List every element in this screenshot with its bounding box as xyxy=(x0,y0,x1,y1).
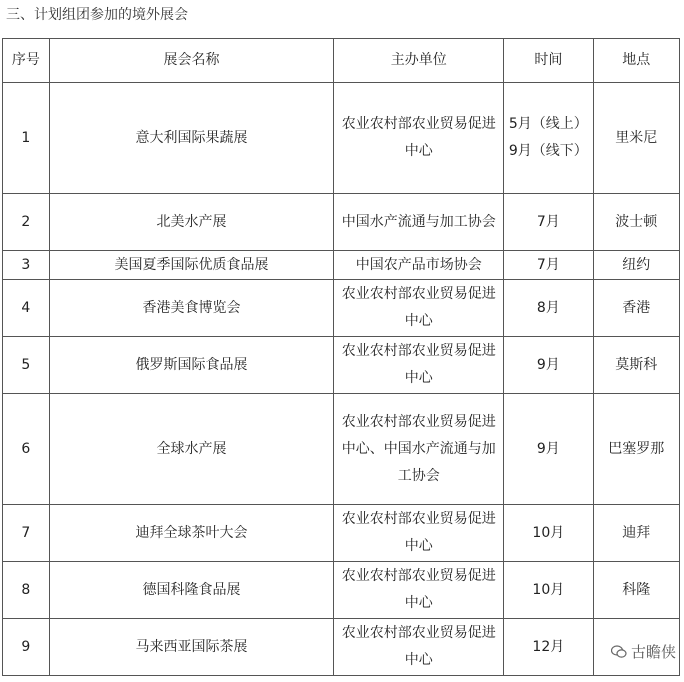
wechat-icon xyxy=(611,645,627,659)
cell-time: 9月 xyxy=(504,394,593,505)
table-row xyxy=(3,83,680,194)
table-row xyxy=(3,394,680,505)
cell-place: 香港 xyxy=(593,280,679,337)
cell-time: 7月 xyxy=(504,251,593,280)
cell-name: 马来西亚国际茶展 xyxy=(49,619,334,676)
cell-no: 3 xyxy=(3,251,50,280)
table-row xyxy=(3,194,680,251)
cell-org: 农业农村部农业贸易促进中心 xyxy=(334,83,504,194)
header-time: 时间 xyxy=(504,39,593,83)
cell-name: 美国夏季国际优质食品展 xyxy=(49,251,334,280)
cell-place: 波士顿 xyxy=(593,194,679,251)
header-name: 展会名称 xyxy=(49,39,334,83)
cell-org: 农业农村部农业贸易促进中心 xyxy=(334,562,504,619)
cell-name: 香港美食博览会 xyxy=(49,280,334,337)
cell-org: 农业农村部农业贸易促进中心 xyxy=(334,280,504,337)
cell-no: 8 xyxy=(3,562,50,619)
table-header-row xyxy=(3,39,680,83)
cell-no: 4 xyxy=(3,280,50,337)
cell-name: 俄罗斯国际食品展 xyxy=(49,337,334,394)
cell-org: 农业农村部农业贸易促进中心 xyxy=(334,337,504,394)
header-no: 序号 xyxy=(3,39,50,83)
cell-time: 7月 xyxy=(504,194,593,251)
watermark xyxy=(611,641,676,662)
cell-place: 巴塞罗那 xyxy=(593,394,679,505)
cell-place: 科隆 xyxy=(593,562,679,619)
cell-time: 9月 xyxy=(504,337,593,394)
table-row xyxy=(3,562,680,619)
cell-time: 12月 xyxy=(504,619,593,676)
cell-org: 农业农村部农业贸易促进中心 xyxy=(334,505,504,562)
cell-name: 全球水产展 xyxy=(49,394,334,505)
exhibition-table xyxy=(2,38,680,676)
cell-time: 10月 xyxy=(504,505,593,562)
header-org: 主办单位 xyxy=(334,39,504,83)
table-row xyxy=(3,337,680,394)
cell-time: 8月 xyxy=(504,280,593,337)
cell-org: 农业农村部农业贸易促进中心、中国水产流通与加工协会 xyxy=(334,394,504,505)
cell-place: 里米尼 xyxy=(593,83,679,194)
cell-no: 2 xyxy=(3,194,50,251)
cell-no: 6 xyxy=(3,394,50,505)
cell-name: 迪拜全球茶叶大会 xyxy=(49,505,334,562)
table-row xyxy=(3,280,680,337)
table-row xyxy=(3,619,680,676)
cell-name: 北美水产展 xyxy=(49,194,334,251)
cell-org: 农业农村部农业贸易促进中心 xyxy=(334,619,504,676)
cell-time: 10月 xyxy=(504,562,593,619)
table-row xyxy=(3,251,680,280)
cell-no: 5 xyxy=(3,337,50,394)
cell-name: 意大利国际果蔬展 xyxy=(49,83,334,194)
cell-time: 5月（线上）9月（线下） xyxy=(504,83,593,194)
cell-place: 莫斯科 xyxy=(593,337,679,394)
section-title: 三、计划组团参加的境外展会 xyxy=(6,7,188,23)
watermark-text: 古瞻侠 xyxy=(630,643,676,661)
header-place: 地点 xyxy=(593,39,679,83)
cell-no: 7 xyxy=(3,505,50,562)
cell-place: 纽约 xyxy=(593,251,679,280)
cell-no: 1 xyxy=(3,83,50,194)
cell-org: 中国农产品市场协会 xyxy=(334,251,504,280)
table-row xyxy=(3,505,680,562)
cell-org: 中国水产流通与加工协会 xyxy=(334,194,504,251)
cell-no: 9 xyxy=(3,619,50,676)
cell-place: 迪拜 xyxy=(593,505,679,562)
cell-name: 德国科隆食品展 xyxy=(49,562,334,619)
